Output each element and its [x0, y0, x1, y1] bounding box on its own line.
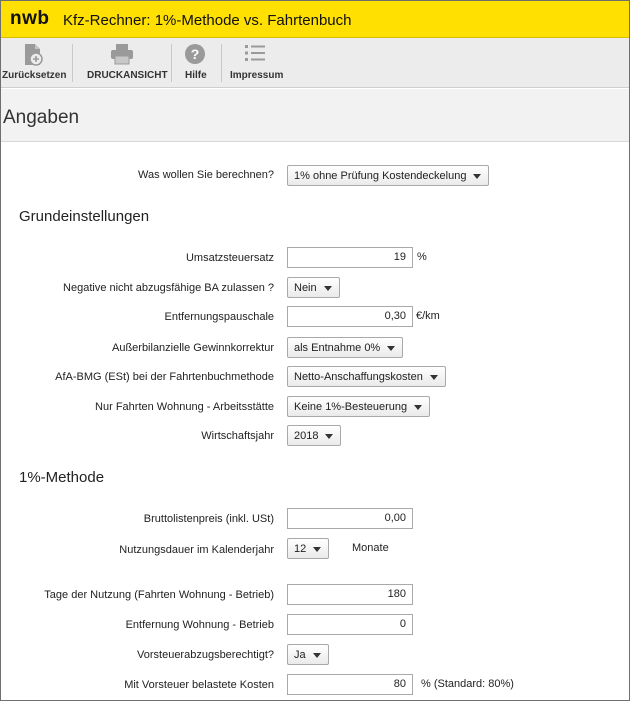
- chevron-down-icon: [325, 434, 333, 439]
- list-price-label: Bruttolistenpreis (inkl. USt): [143, 513, 274, 525]
- profit-correction-select[interactable]: [287, 337, 403, 358]
- basic-settings-heading: Grundeinstellungen: [19, 208, 150, 225]
- afa-basis-label: AfA-BMG (ESt) bei der Fahrtenbuchmethode: [55, 371, 274, 383]
- reset-icon: [23, 43, 43, 67]
- afa-basis-select[interactable]: [287, 366, 446, 387]
- usage-duration-label: Nutzungsdauer im Kalenderjahr: [119, 544, 274, 556]
- afa-basis-value: Netto-Anschaffungskosten: [294, 371, 423, 383]
- usage-duration-select[interactable]: [287, 538, 329, 559]
- input-tax-eligible-label: Vorsteuerabzugsberechtigt?: [137, 649, 274, 661]
- section-title: Angaben: [3, 107, 80, 128]
- section-header: [1, 89, 629, 142]
- fiscal-year-select[interactable]: [287, 425, 341, 446]
- toolbar-divider: [221, 44, 222, 82]
- reset-label: Zurücksetzen: [2, 70, 67, 81]
- fiscal-year-label: Wirtschaftsjahr: [201, 430, 274, 442]
- usage-days-input[interactable]: 180: [287, 584, 413, 605]
- printer-icon: [110, 43, 134, 65]
- commute-distance-label: Entfernung Wohnung - Betrieb: [125, 619, 274, 631]
- app-title: Kfz-Rechner: 1%-Methode vs. Fahrtenbuch: [63, 12, 352, 29]
- calc-type-label: Was wollen Sie berechnen?: [138, 169, 274, 181]
- negative-ba-select[interactable]: [287, 277, 340, 298]
- calc-type-select[interactable]: [287, 165, 489, 186]
- commute-only-label: Nur Fahrten Wohnung - Arbeitsstätte: [95, 401, 274, 413]
- distance-allowance-input[interactable]: 0,30: [287, 306, 413, 327]
- profit-correction-value: als Entnahme 0%: [294, 342, 381, 354]
- vat-rate-input[interactable]: 19: [287, 247, 413, 268]
- title-bar: [1, 1, 629, 38]
- toolbar: [1, 38, 629, 88]
- commute-only-select[interactable]: [287, 396, 430, 417]
- one-percent-heading: 1%-Methode: [19, 469, 105, 486]
- usage-duration-unit: Monate: [352, 542, 389, 554]
- profit-correction-label: Außerbilanzielle Gewinnkorrektur: [111, 342, 274, 354]
- nwb-logo: nwb: [10, 8, 50, 29]
- chevron-down-icon: [387, 346, 395, 351]
- vat-costs-input[interactable]: 80: [287, 674, 413, 695]
- negative-ba-value: Nein: [294, 282, 317, 294]
- calc-type-value: 1% ohne Prüfung Kostendeckelung: [294, 170, 467, 182]
- imprint-label: Impressum: [230, 70, 284, 81]
- vat-rate-unit: %: [417, 251, 427, 263]
- toolbar-divider: [72, 44, 73, 82]
- usage-days-label: Tage der Nutzung (Fahrten Wohnung - Betrieb): [44, 589, 274, 601]
- chevron-down-icon: [313, 547, 321, 552]
- help-icon: [184, 43, 206, 65]
- chevron-down-icon: [324, 286, 332, 291]
- vat-costs-label: Mit Vorsteuer belastete Kosten: [124, 679, 274, 691]
- list-price-input[interactable]: 0,00: [287, 508, 413, 529]
- chevron-down-icon: [430, 375, 438, 380]
- list-icon: [244, 43, 266, 63]
- vat-rate-label: Umsatzsteuersatz: [185, 252, 274, 264]
- reset-button[interactable]: [1, 38, 71, 88]
- help-label: Hilfe: [185, 70, 207, 81]
- commute-only-value: Keine 1%-Besteuerung: [294, 401, 408, 413]
- chevron-down-icon: [414, 405, 422, 410]
- fiscal-year-value: 2018: [294, 430, 319, 442]
- svg-text:?: ?: [190, 46, 200, 62]
- input-tax-eligible-select[interactable]: [287, 644, 329, 665]
- chevron-down-icon: [313, 653, 321, 658]
- vat-costs-unit: % (Standard: 80%): [421, 678, 514, 690]
- negative-ba-label: Negative nicht abzugsfähige BA zulassen ?: [63, 282, 274, 294]
- print-view-label: DRUCKANSICHT: [87, 70, 168, 81]
- distance-allowance-label: Entfernungspauschale: [164, 311, 274, 323]
- usage-duration-value: 12: [294, 543, 307, 555]
- print-view-button[interactable]: [81, 38, 167, 88]
- distance-allowance-unit: €/km: [416, 310, 440, 322]
- help-button[interactable]: [177, 38, 217, 88]
- input-tax-eligible-value: Ja: [294, 649, 306, 661]
- commute-distance-input[interactable]: 0: [287, 614, 413, 635]
- imprint-button[interactable]: [227, 38, 283, 88]
- chevron-down-icon: [473, 174, 481, 179]
- toolbar-divider: [171, 44, 172, 82]
